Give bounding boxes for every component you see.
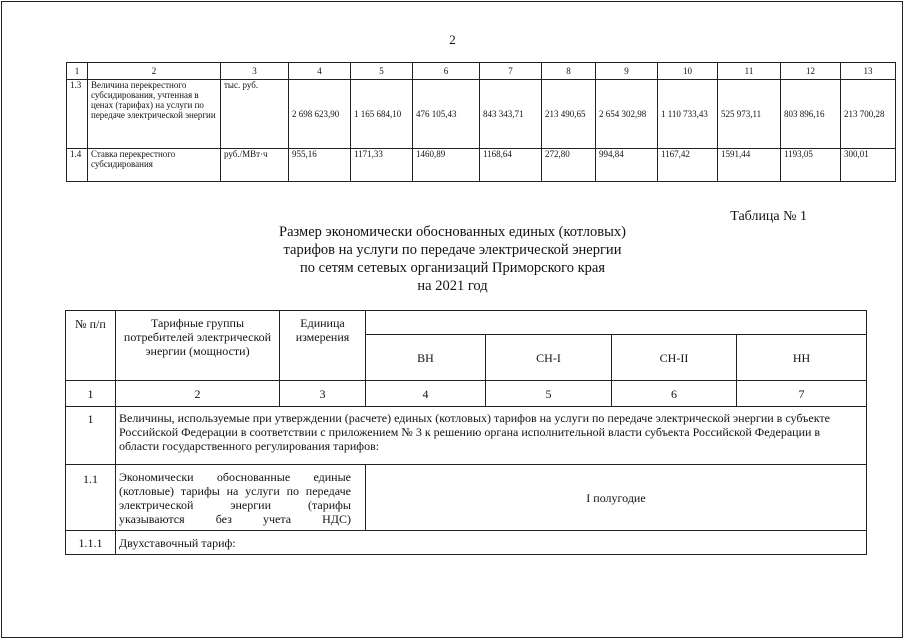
value-cell: 272,80 [542, 149, 596, 182]
column-number: 11 [718, 63, 781, 80]
value-cell: 1 165 684,10 [351, 80, 413, 149]
column-number: 1 [67, 63, 88, 80]
column-number: 12 [781, 63, 841, 80]
tariff-table [65, 310, 867, 555]
column-number: 6 [612, 381, 737, 407]
table-row [66, 465, 867, 531]
column-number: 10 [658, 63, 718, 80]
header-unit: Единица измерения [280, 311, 366, 381]
table-row [66, 531, 867, 555]
value-cell: 1193,05 [781, 149, 841, 182]
table-label: Таблица № 1 [730, 209, 807, 224]
value-cell: 1 110 733,43 [658, 80, 718, 149]
title-line: тарифов на услуги по передаче электрической энергии [283, 242, 622, 258]
level-header: ВН [366, 335, 486, 381]
table-row [67, 149, 896, 182]
period-label: I полугодие [366, 465, 867, 531]
value-cell: 2 698 623,90 [289, 80, 351, 149]
table-header-row [66, 311, 867, 335]
table-row [66, 407, 867, 465]
header-num: № п/п [66, 311, 116, 381]
column-number: 1 [66, 381, 116, 407]
column-number: 13 [841, 63, 896, 80]
column-number: 6 [413, 63, 480, 80]
row-name: Ставка перекрестного субсидирования [88, 149, 221, 182]
column-number: 4 [289, 63, 351, 80]
value-cell: 955,16 [289, 149, 351, 182]
value-cell: 1167,42 [658, 149, 718, 182]
level-header: НН [737, 335, 867, 381]
value-cell: 803 896,16 [781, 80, 841, 149]
level-header: СН-I [486, 335, 612, 381]
value-cell: 1591,44 [718, 149, 781, 182]
value-cell: 476 105,43 [413, 80, 480, 149]
page-number: 2 [449, 32, 456, 47]
column-number: 8 [542, 63, 596, 80]
row-text [116, 465, 366, 531]
row-number: 1.1.1 [66, 531, 116, 555]
value-cell: 1168,64 [480, 149, 542, 182]
value-cell: 525 973,11 [718, 80, 781, 149]
table-header-row [67, 63, 896, 80]
value-cell: 994,84 [596, 149, 658, 182]
column-number: 9 [596, 63, 658, 80]
row-number: 1.4 [67, 149, 88, 182]
column-number: 7 [480, 63, 542, 80]
value-cell: 1171,33 [351, 149, 413, 182]
column-number: 2 [116, 381, 280, 407]
document-title [0, 223, 905, 295]
row-text: Величины, используемые при утверждении (расчете) единых (котловых) тарифов на услуги по передаче электрической энергии в субъекте Российской Федерации в соответствии с приложением № 3 к решению органа исполнительной власти субъекта Российской Федерации в области государственного регулирования тарифов: [116, 407, 867, 465]
table-row [67, 80, 896, 149]
column-number-row [66, 381, 867, 407]
subsidy-table [66, 62, 896, 182]
row-name: Величина перекрестного субсидирования, учтенная в ценах (тарифах) на услуги по передаче электрической энергии [88, 80, 221, 149]
column-number: 3 [221, 63, 289, 80]
header-levels-group [366, 311, 867, 335]
value-cell: 1460,89 [413, 149, 480, 182]
title-line: по сетям сетевых организаций Приморского края [299, 260, 606, 276]
row-number: 1 [66, 407, 116, 465]
row-unit: руб./МВт·ч [221, 149, 289, 182]
row-number: 1.1 [66, 465, 116, 531]
column-number: 4 [366, 381, 486, 407]
title-line: на 2021 год [417, 278, 488, 294]
row-number: 1.3 [67, 80, 88, 149]
title-line: Размер экономически обоснованных единых (котловых) [279, 224, 626, 240]
level-header: СН-II [612, 335, 737, 381]
value-cell: 2 654 302,98 [596, 80, 658, 149]
column-number: 5 [486, 381, 612, 407]
value-cell: 843 343,71 [480, 80, 542, 149]
column-number: 2 [88, 63, 221, 80]
value-cell: 213 490,65 [542, 80, 596, 149]
row-text: Двухставочный тариф: [116, 531, 867, 555]
column-number: 7 [737, 381, 867, 407]
value-cell: 213 700,28 [841, 80, 896, 149]
row-text-content: Экономически обоснованные единые (котловые) тарифы на услуги по передаче электрической энергии (тарифы указываются без учета НДС) [119, 469, 351, 526]
column-number: 5 [351, 63, 413, 80]
column-number: 3 [280, 381, 366, 407]
row-unit: тыс. руб. [221, 80, 289, 149]
header-groups: Тарифные группы потребителей электрической энергии (мощности) [116, 311, 280, 381]
value-cell: 300,01 [841, 149, 896, 182]
